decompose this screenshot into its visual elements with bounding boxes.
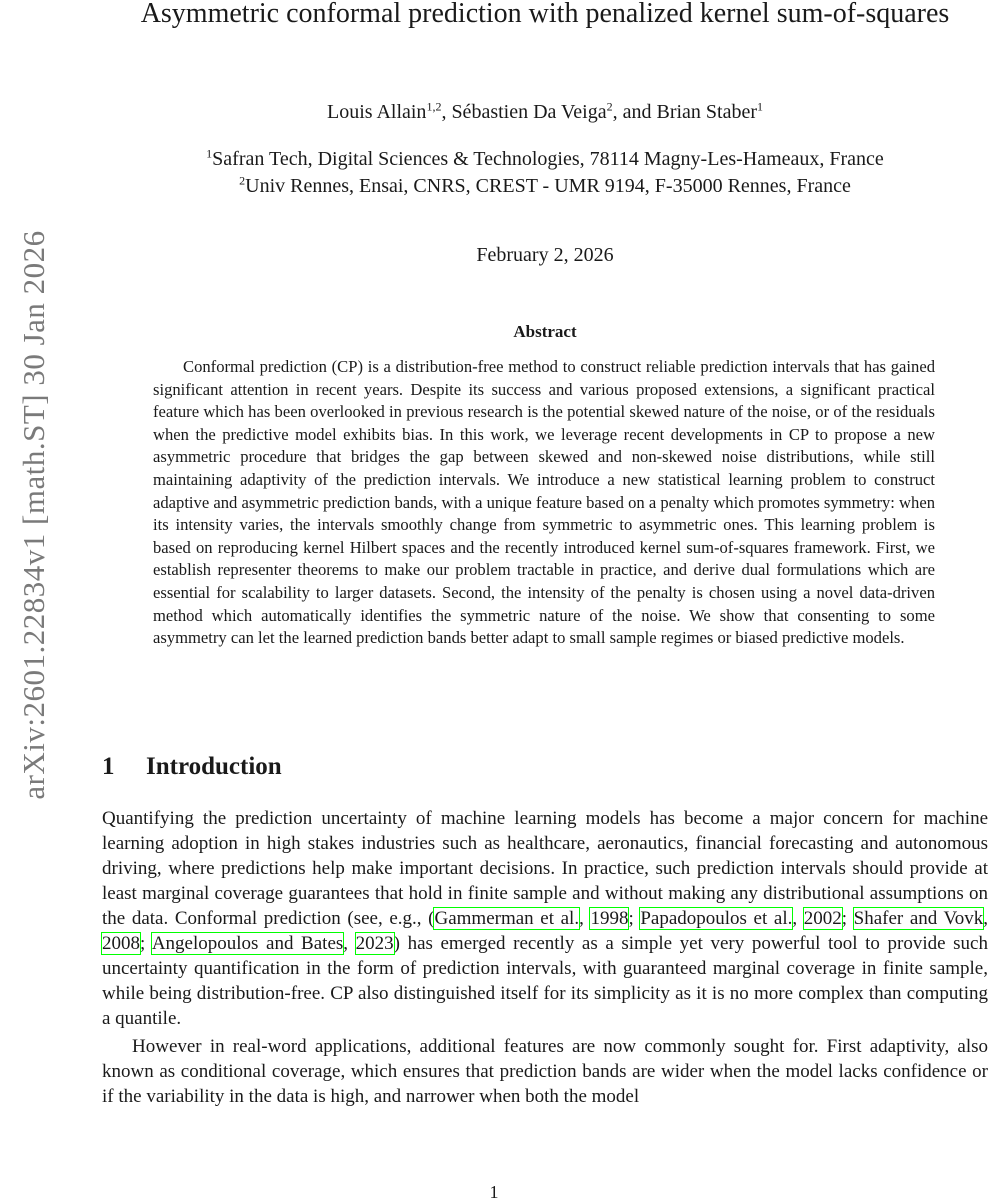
section-heading xyxy=(102,753,282,781)
affiliation xyxy=(102,148,988,171)
section-title: Introduction xyxy=(146,753,282,780)
affiliation-mark: 1 xyxy=(206,146,213,161)
citation-separator: , xyxy=(792,908,804,929)
paragraph-text: Quantifying the prediction uncertainty of machine learning models has become a major concern for machine learning adoption in high stakes industries such as healthcare, aeronautics, financial forecasting and autonomous driving, where predictions help make important decisions. In practice, such prediction intervals should provide at least marginal coverage guarantees that hold in finite sample and without making any distributional assumptions on the data. Conformal prediction (see, e.g., ( xyxy=(102,808,988,929)
citation-separator: , xyxy=(579,908,591,929)
author-name: Louis Allain xyxy=(326,101,427,123)
citation-link[interactable]: Shafer and Vovk xyxy=(853,908,984,929)
citation-link[interactable]: Papadopoulos et al. xyxy=(640,908,793,929)
citation-separator: ; xyxy=(841,908,854,929)
author-name: Sébastien Da Veiga xyxy=(451,101,607,123)
paragraph-text: ) has emerged recently as a simple yet very powerful tool to provide such uncertainty quantification in the form of prediction intervals, with guaranteed marginal coverage in finite sample, while being distribution-free. CP also distinguished itself for its simplicity as it is no more complex than computing a quantile. xyxy=(102,933,988,1029)
abstract-text: Conformal prediction (CP) is a distribution-free method to construct reliable prediction intervals that has gained significant attention in recent years. Despite its success and various proposed extensions, a significant practical feature which has been overlooked in previous research is the potential skewed nature of the noise, or of the residuals when the predictive model exhibits bias. In this work, we leverage recent developments in CP to propose a new asymmetric procedure that bridges the gap between skewed and non-skewed noise distributions, while still maintaining adaptivity of the prediction intervals. We introduce a new statistical learning problem to construct adaptive and asymmetric prediction bands, with a unique feature based on a penalty which promotes symmetry: when its intensity varies, the intervals smoothly change from symmetric to asymmetric ones. This learning problem is based on reproducing kernel Hilbert spaces and the recently introduced kernel sum-of-squares framework. First, we establish representer theorems to make our problem tractable in practice, and derive dual formulations which are essential for scalability to larger datasets. Second, the intensity of the penalty is chosen using a novel data-driven method which automatically identifies the symmetric nature of the noise. We show that consenting to some asymmetry can let the learned prediction bands better adapt to small sample regimes or biased predictive models. xyxy=(153,357,935,648)
arxiv-stamp-text: arXiv:2601.22834v1 [math.ST] 30 Jan 2026 xyxy=(16,230,51,800)
citation-separator: , xyxy=(983,908,988,929)
intro-paragraph: However in real-word applications, additional features are now commonly sought for. First adaptivity, also known as conditional coverage, which ensures that prediction bands are wider when the model lacks confidence or if the variability in the data is high, and narrower when both the model xyxy=(102,1036,988,1107)
author-affil-mark: 1 xyxy=(757,99,764,114)
citation-link[interactable]: Angelopoulos and Bates xyxy=(151,933,344,954)
author-separator: , xyxy=(441,101,452,123)
citation-year-link[interactable]: 1998 xyxy=(590,908,629,929)
citation-separator: , xyxy=(343,933,356,954)
author-separator: , and xyxy=(612,101,657,123)
affiliation-text: Univ Rennes, Ensai, CNRS, CREST - UMR 9194, F-35000 Rennes, France xyxy=(245,175,851,197)
citation-year-link[interactable]: 2023 xyxy=(355,933,394,954)
affiliation xyxy=(102,175,988,198)
paper-date: February 2, 2026 xyxy=(476,244,614,266)
author-list xyxy=(102,101,988,124)
paper-title: Asymmetric conformal prediction with penalized kernel sum-of-squares xyxy=(140,0,950,29)
author-name: Brian Staber xyxy=(656,101,758,123)
citation-year-link[interactable]: 2002 xyxy=(803,908,842,929)
citation-link[interactable]: Gammerman et al. xyxy=(434,908,580,929)
author-affil-mark: 1,2 xyxy=(426,99,442,114)
affiliation-text: Safran Tech, Digital Sciences & Technologies, 78114 Magny-Les-Hameaux, France xyxy=(212,148,884,170)
citation-year-link[interactable]: 2008 xyxy=(102,933,140,954)
abstract-heading: Abstract xyxy=(513,322,577,341)
intro-paragraph xyxy=(102,806,988,1031)
section-number: 1 xyxy=(102,753,115,780)
page-number: 1 xyxy=(489,1182,499,1202)
citation-separator: ; xyxy=(140,933,152,954)
affiliation-mark: 2 xyxy=(239,173,246,188)
author-affil-mark: 2 xyxy=(606,99,613,114)
citation-separator: ; xyxy=(628,908,641,929)
